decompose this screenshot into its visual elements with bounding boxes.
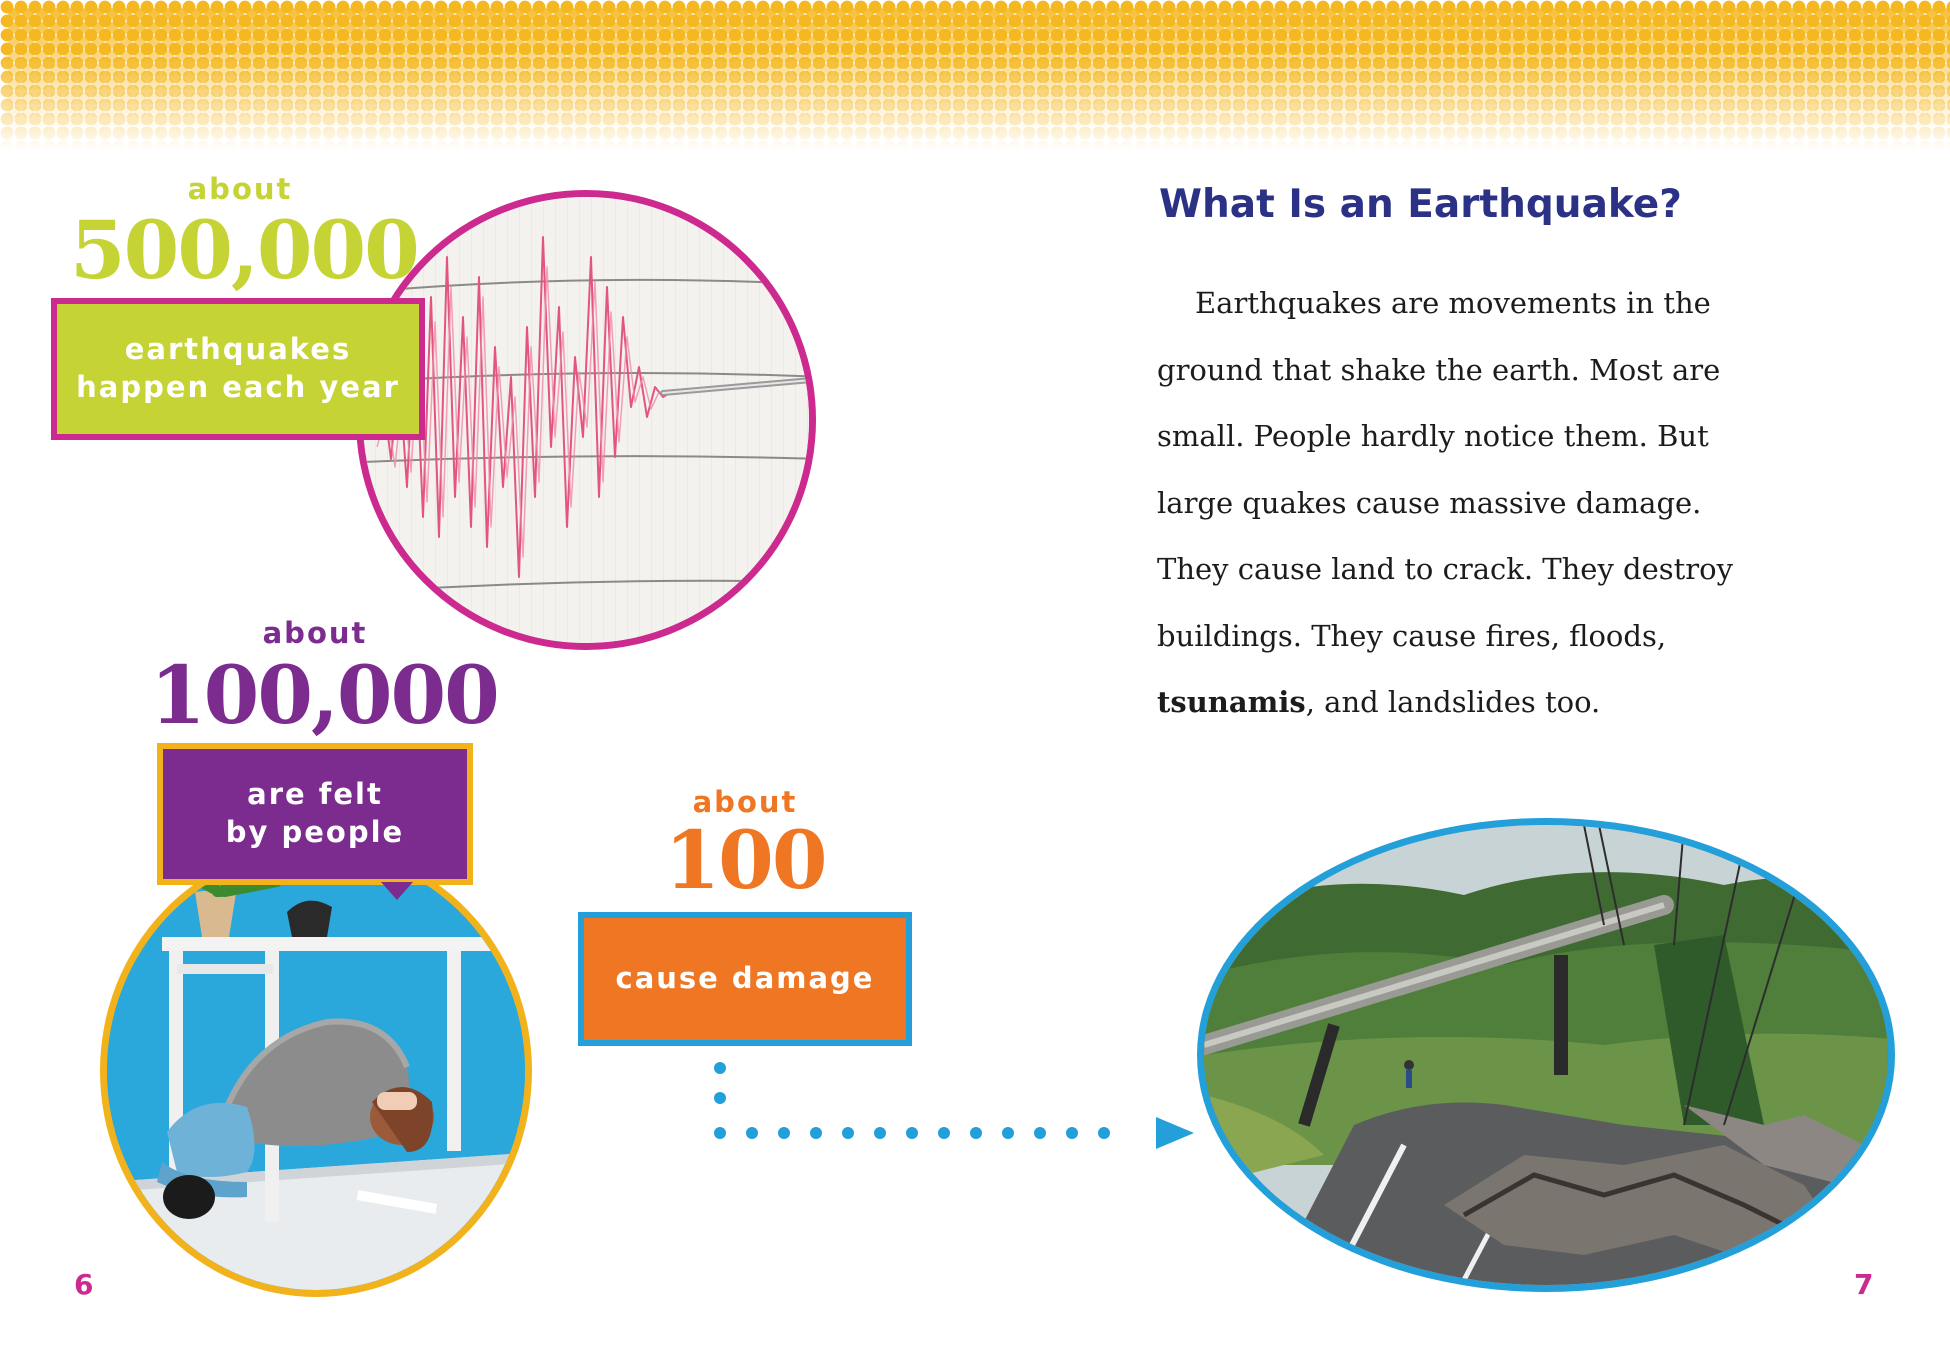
- article-bold-term: tsunamis: [1157, 685, 1306, 719]
- halftone-dot-banner-offset: [7, 7, 1950, 147]
- seismograph-illustration: [363, 197, 816, 650]
- stat-3-label-line1: cause damage: [615, 961, 875, 996]
- person-taking-cover-photo: [100, 845, 532, 1297]
- page-number-right: 7: [1854, 1268, 1874, 1301]
- article-text-end: , and landslides too.: [1305, 685, 1601, 719]
- stat-3-label-box: [578, 912, 912, 1046]
- page-number-left: 6: [74, 1268, 94, 1301]
- seismograph-photo: [356, 190, 816, 650]
- stat-2-about: about: [262, 616, 368, 650]
- stat-2-number: 100,000: [150, 648, 498, 742]
- damaged-road-photo: [1197, 818, 1895, 1292]
- stat-1-label-box: [51, 298, 425, 440]
- article-heading: What Is an Earthquake?: [1159, 182, 1682, 227]
- stat-1-label-line2: happen each year: [76, 370, 400, 404]
- stat-1-about: about: [187, 172, 293, 206]
- person-under-table-illustration: [107, 852, 532, 1297]
- stat-2-pointer: [381, 882, 413, 900]
- stat-3-number: 100: [664, 813, 826, 907]
- stat-2-label-line1: are felt: [247, 777, 383, 812]
- stat-2-label-line2: by people: [225, 815, 405, 849]
- stat-3-about: about: [692, 785, 798, 819]
- stat-2-label-box: [157, 743, 473, 885]
- dotted-arrow: [700, 1050, 1200, 1150]
- article-body: [1157, 270, 1777, 736]
- stat-1-number: 500,000: [70, 203, 418, 297]
- damaged-road-illustration: [1204, 825, 1895, 1292]
- article-text: Earthquakes are movements in the ground that shake the earth. Most are small. People hardly notice them. But large quakes cause massive damage. They cause land to crack. They destroy buildings. They cause fires, floods,: [1157, 286, 1734, 653]
- stat-1-label-line1: earthquakes: [124, 332, 352, 367]
